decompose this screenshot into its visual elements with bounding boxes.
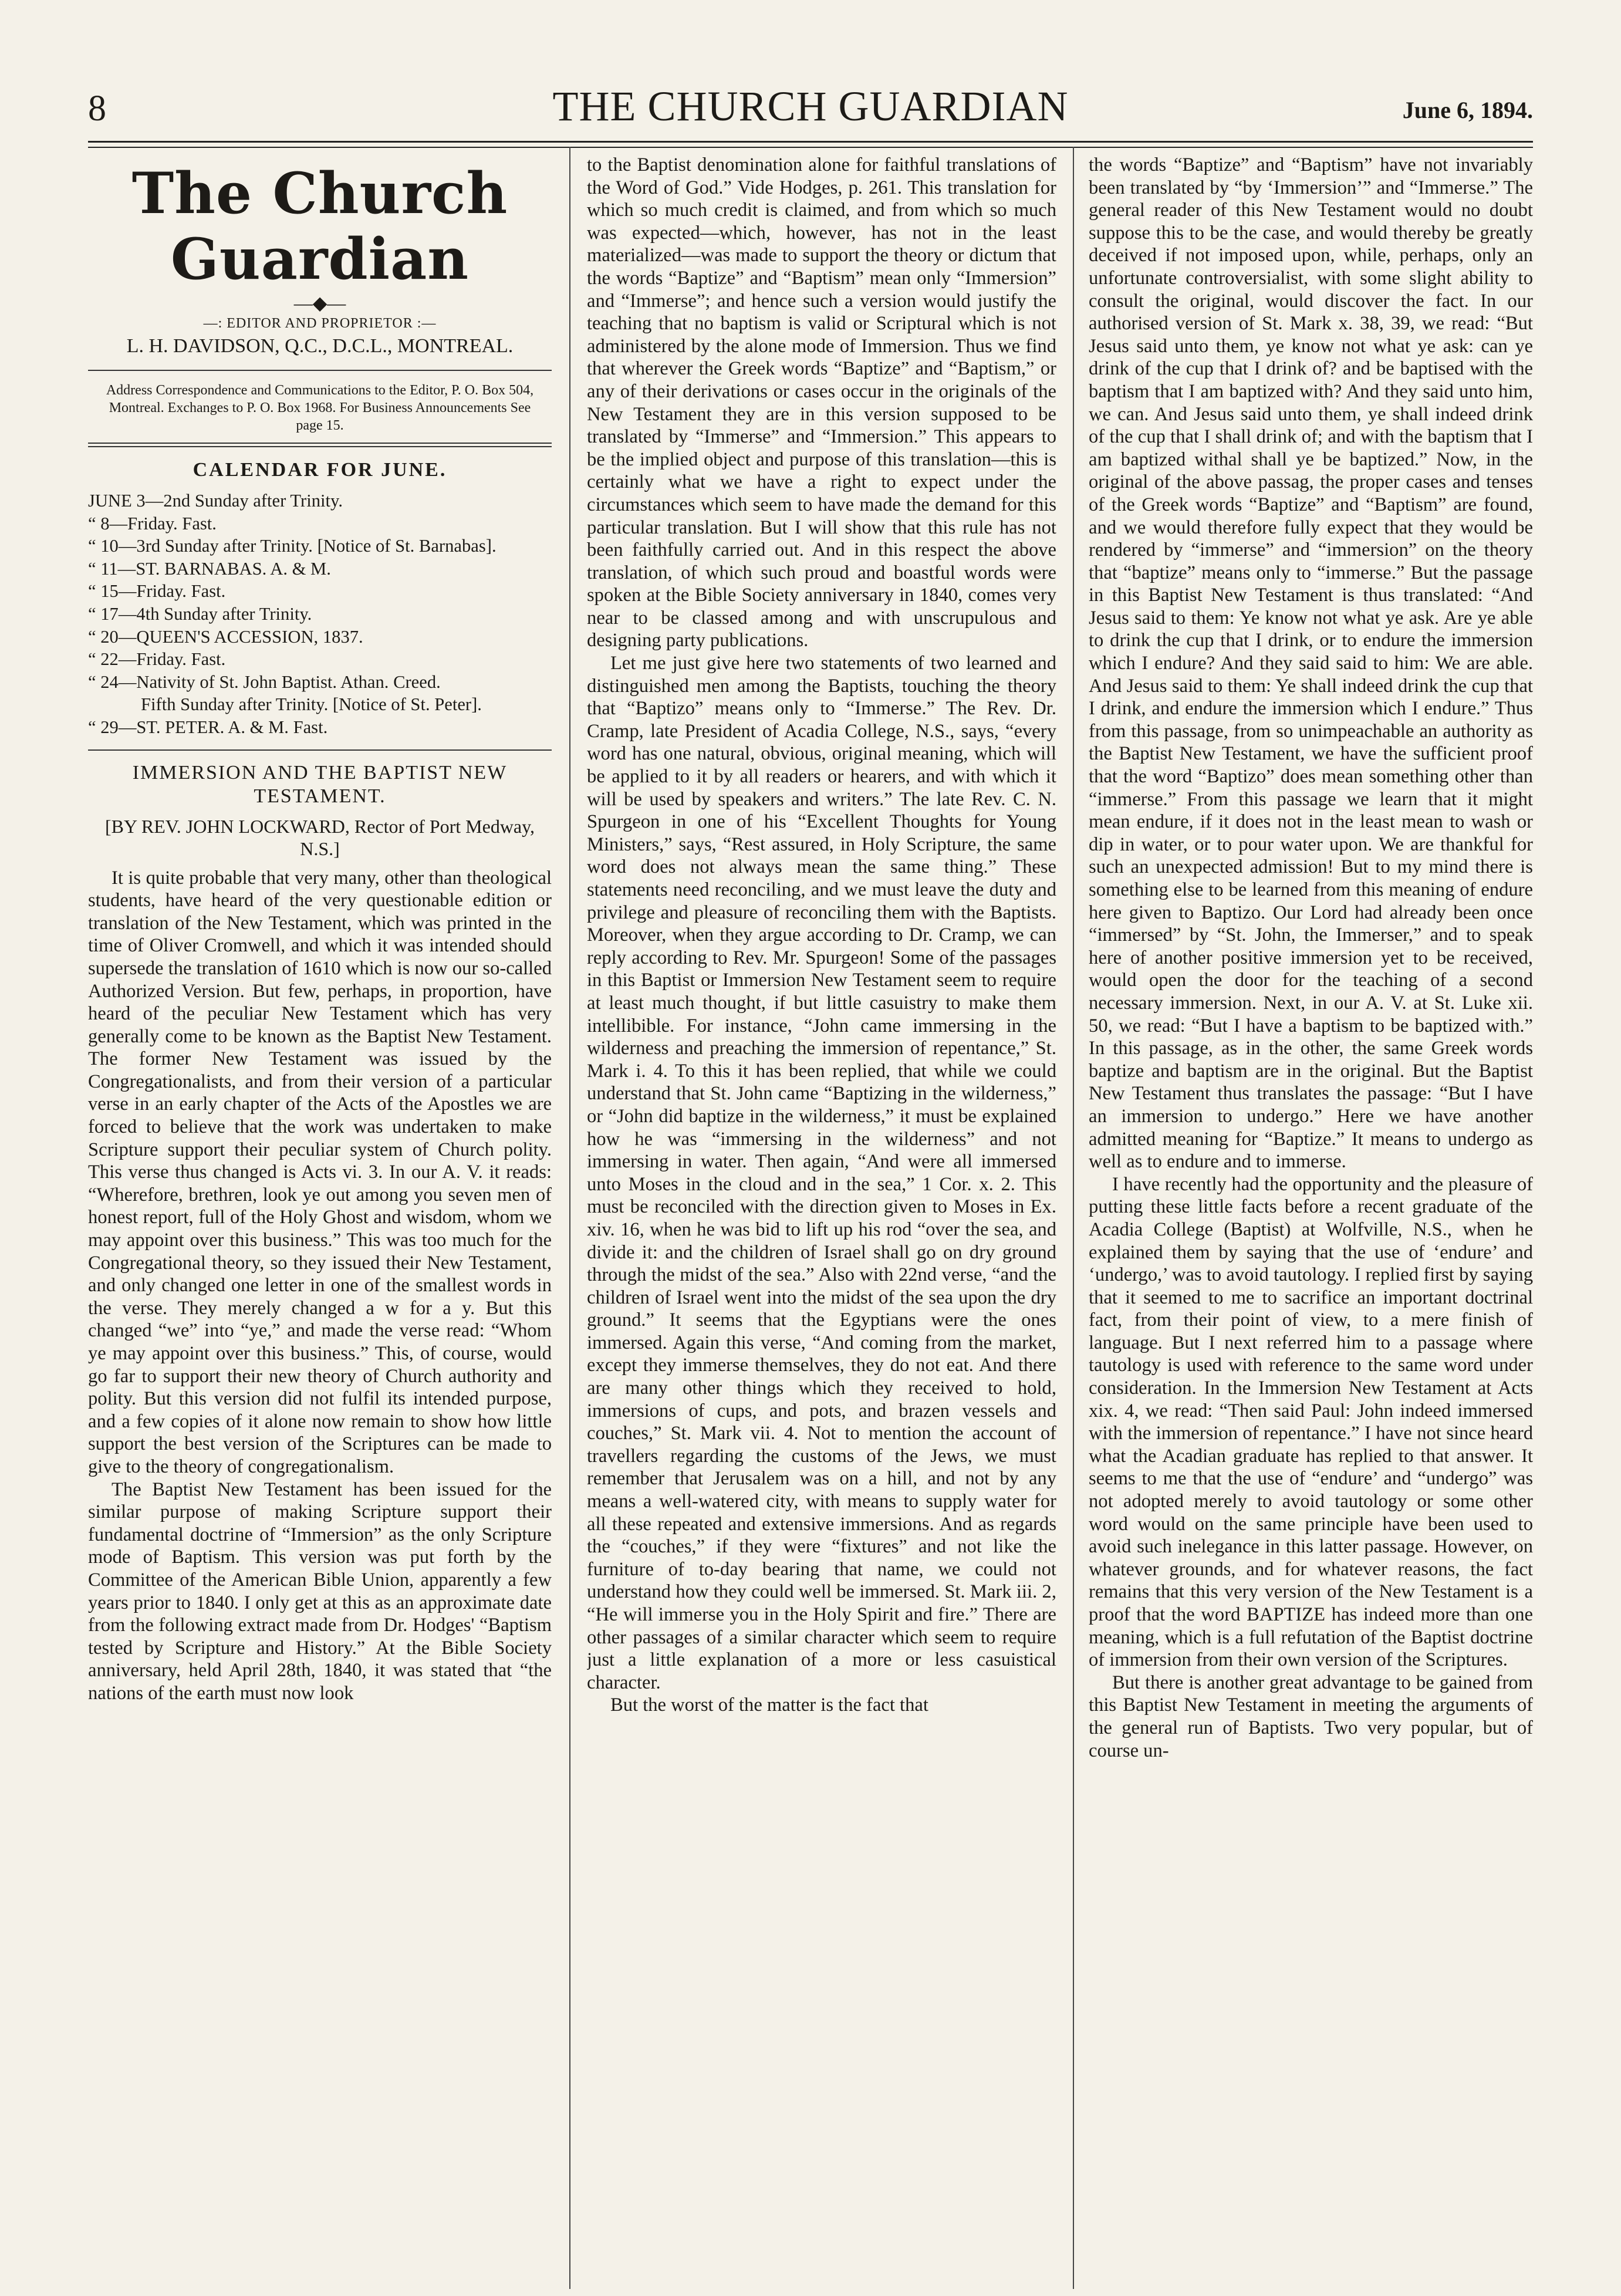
issue-date: June 6, 1894.: [1402, 97, 1533, 123]
column-divider: [1073, 147, 1074, 2289]
calendar-entry: “ 20—QUEEN'S ACCESSION, 1837.: [88, 626, 363, 647]
calendar-entry: “ 29—ST. PETER. A. & M. Fast.: [88, 717, 328, 737]
header-rule-thin: [88, 147, 1533, 148]
column-1: [88, 154, 552, 2284]
calendar-entry: “ 24—Nativity of St. John Baptist. Athan. Creed.: [88, 671, 441, 692]
article-paragraph: But the worst of the matter is the fact that: [610, 1694, 928, 1716]
article-paragraph: the words “Baptize” and “Baptism” have not invariably been translated by “by ‘Immersion’” and “Immerse.” The general reader of this New Testament would no doubt suppose this to be the case, and would thereby be greatly deceived if not imposed upon, while, perhaps, only an unfortunate controversialist, with some slight ability to consult the original, would discover the fact. In our authorised version of St. Mark x. 38, 39, we read: “But Jesus said unto them, ye know not what ye ask: can ye drink of the cup that I drink of? and be baptised with the baptism that I am baptized with? And they said unto him, we can. And Jesus said unto them, ye shall indeed drink of the cup that I shall drink of; and with the baptism that I am baptized withal shall ye be baptized.” Now, in the original of the above passag, the proper cases and tenses of the Greek words “Baptize” and “Baptism” are found, and we would therefore fully expect that they would be rendered by “immerse” and “immersion” on the theory that “baptize” means only to “immerse.” But the passage in this Baptist New Testament is thus translated: “And Jesus said to them: Ye know not what ye ask. Are ye able to drink the cup that I drink, or to endure the immersion which I endure? And they said said to him: We are able. And Jesus said to them: Ye shall indeed drink the cup that I drink, and endure the immersion which I endure.” Thus from this passage, from so unimpeachable an authority as the Baptist New Testament, we have the sufficient proof that the word “Baptizo” does mean something other than “immerse.” From this passage we learn that it might mean endure, if it does not in the least mean to wash or dip in water, or to pour water upon. We are thankful for such an unexpected admission! But to my mind there is something else to be learned from this meaning of endure here given to Baptizo. Our Lord had already been once “immersed” by “St. John, the Immerser,” and to speak here of another positive immersion yet to be received, would open the door for the teaching of a second necessary immersion. Next, in our A. V. at St. Luke xii. 50, we read: “But I have a baptism to be baptized with.” In this passage, as in the other, the same Greek words baptize and baptism are in the original. But the Baptist New Testament thus translates the passage: “But I have an immersion to undergo.” Here we have another admitted meaning for “Baptize.” It means to undergo as well as to endure and to immerse.: [1089, 154, 1533, 1173]
calendar-entry: “ 17—4th Sunday after Trinity.: [88, 603, 312, 624]
editor-name: L. H. DAVIDSON, Q.C., D.C.L., MONTREAL.: [126, 335, 514, 357]
masthead-ornament: —◆—: [293, 292, 346, 313]
calendar-entry: “ 10—3rd Sunday after Trinity. [Notice of St. Barnabas].: [88, 536, 497, 556]
column-2: [587, 154, 1056, 2284]
calendar-list: [88, 489, 552, 739]
article-title: IMMERSION AND THE BAPTIST NEW TESTAMENT.: [132, 761, 508, 807]
calendar-entry: “ 8—Friday. Fast.: [88, 513, 217, 534]
column-divider: [569, 147, 570, 2289]
article-byline: [BY REV. JOHN LOCKWARD, Rector of Port Medway, N.S.]: [104, 815, 535, 859]
article-paragraph: Let me just give here two statements of two learned and distinguished men among the Baptists, touching the theory that “Baptizo” means only to “Immerse.” The Rev. Dr. Cramp, late President of Acadia College, N.S., says, “every word has one natural, obvious, original meaning, which will be applied to it by all readers or hearers, and with which it will be used by speakers and writers.” The late Rev. C. N. Spurgeon in one of his “Excellent Thoughts for Young Ministers,” says, “Rest assured, in Holy Scripture, the same word does not always mean the same thing.” These statements need reconciling, and we must leave the duty and privilege and pleasure of reconciling them with the Baptists. Moreover, when they argue according to Dr. Cramp, we can reply according to Rev. Mr. Spurgeon! Some of the passages in this Baptist or Immersion New Testament seem to require at least much thought, if but little casuistry to make them intellibible. For instance, “John came immersing in the wilderness and preaching the immersion of repentance,” St. Mark i. 4. To this it has been replied, that while we could understand that St. John came “Baptizing in the wilderness,” or “John did baptize in the wilderness,” it must be explained how he was “immersing in the wilderness” and not immersing in water. Then again, “And were all immersed unto Moses in the cloud and in the sea,” 1 Cor. x. 2. This must be reconciled with the direction given to Moses in Ex. xiv. 16, when he was bid to lift up his rod “over the sea, and divide it: and the children of Israel shall go on dry ground through the midst of the sea.” Also with 22nd verse, “and the children of Israel went into the midst of the sea upon the dry ground.” It seems that the Egyptians were the ones immersed. Again this verse, “And coming from the market, except they immerse themselves, they do not eat. And there are many other things which they received to hold, immersions of cups, and pots, and brazen vessels and couches,” St. Mark vii. 4. Not to mention the account of travellers regarding the customs of the Jews, we must remember that Jerusalem was on a hill, and not by any means a well-watered city, with means to supply water for all these repeated and extensive immersions. And as regards the “couches,” if they were “fixtures” and not like the furniture of to-day bearing that name, we could not understand how they could well be immersed. St. Mark iii. 2, “He will immerse you in the Holy Spirit and fire.” There are other passages of a similar character which seem to require just a little explanation of a more or less casuistical character.: [587, 653, 1056, 1693]
article-paragraph: to the Baptist denomination alone for faithful translations of the Word of God.” Vide Hodges, p. 261. This translation for which so much credit is claimed, and from which so much was expected—which, however, has not in the least materialized—was made to support the theory or dictum that the words “Baptize” and “Baptism” mean only “Immersion” and “Immerse”; and hence such a version would justify the teaching that no baptism is valid or Scriptural which is not administered by the alone mode of Immersion. Thus we find that wherever the Greek words “Baptize” and “Baptism,” or any of their derivations or cases occur in the originals of the New Testament they are in this version supposed to be translated by “Immerse” and “Immersion.” This appears to be the implied object and purpose of this translation—this is certainly what we have a right to expect under the circumstances which seem to have made the demand for this particular translation. But I will show that this rule has not been faithfully carried out. And in this respect the above translation, of which such proud and boastful words were spoken at the Bible Society anniversary in 1840, comes very near to be classed among and with unscrupulous and designing party publications.: [587, 154, 1056, 651]
article-paragraph: But there is another great advantage to be gained from this Baptist New Testament in meeting the arguments of the general run of Baptists. Two very popular, but of course un-: [1089, 1672, 1533, 1761]
section-rule: [88, 370, 552, 371]
column-3: [1089, 154, 1533, 2284]
calendar-entry: “ 15—Friday. Fast.: [88, 581, 226, 602]
newspaper-title: THE CHURCH GUARDIAN: [552, 83, 1069, 130]
calendar-entry: JUNE 3—2nd Sunday after Trinity.: [88, 491, 343, 511]
header-rule: [88, 141, 1533, 143]
article-paragraph: It is quite probable that very many, other than theological students, have heard of the very questionable edition or translation of the New Testament, which was printed in the time of Oliver Cromwell, and which it was intended should supersede the translation of 1610 which is now our so-called Authorized Version. But few, perhaps, in proportion, have heard of the peculiar New Testament which has very generally come to be known as the Baptist New Testament. The former New Testament was issued by the Congregationalists, and from their version of a particular verse in an early chapter of the Acts of the Apostles we are forced to believe that the work was undertaken to make Scripture support their peculiar system of Church polity. This verse thus changed is Acts vi. 3. In our A. V. it reads: “Wherefore, brethren, look ye out among you seven men of honest report, full of the Holy Ghost and wisdom, whom we may appoint over this business.” This was too much for the Congregational theory, so they issued their New Testament, and only changed one letter in one of the smallest words in the verse. They merely changed a w for a y. But this changed “we” into “ye,” and made the verse read: “Whom ye may appoint over this business.” This, of course, would go far to support their new theory of Church authority and polity. But this version did not fulfil its intended purpose, and a few copies of it alone now remain to show how little support the best version of the Scriptures can be made to give to the theory of congregationalism.: [88, 867, 552, 1477]
section-double-rule: [88, 443, 552, 447]
article-paragraph: The Baptist New Testament has been issued for the similar purpose of making Scripture support their fundamental doctrine of “Immersion” as the only Scripture mode of Baptism. This version was put forth by the Committee of the American Bible Union, apparently a few years prior to 1840. I only get at this as an approximate date from the following extract made from Dr. Hodges' “Baptism tested by Scripture and History.” At the Bible Society anniversary, held April 28th, 1840, it was stated that “the nations of the earth must now look: [88, 1478, 552, 1704]
calendar-entry: “ 22—Friday. Fast.: [88, 649, 226, 670]
section-rule: [88, 749, 552, 751]
calendar-entry: Fifth Sunday after Trinity. [Notice of St. Peter].: [141, 694, 482, 715]
editor-address: Address Correspondence and Communications to the Editor, P. O. Box 504, Montreal. Exchanges to P. O. Box 1968. For Business Announcements See page 15.: [106, 383, 534, 433]
article-paragraph: I have recently had the opportunity and the pleasure of putting these little facts before a recent graduate of the Acadia College (Baptist) at Wolfville, N.S., when he explained them by saying that the use of ‘endure’ and ‘undergo,’ was to avoid tautology. I replied first by saying that it seemed to me to sacrifice an important doctrinal fact, from their point of view, to a mere finish of language. But I next referred him to a passage where tautology is used with reference to the same word under consideration. In the Immersion New Testament at Acts xix. 4, we read: “Then said Paul: John indeed immersed with the immersion of repentance.” I have not since heard what the Acadian graduate has replied to that answer. It seems to me that the use of “endure’ and “undergo” was not adopted merely to avoid tautology or some other word would on the same principle have been used to avoid such inelegance in this latter passage. However, on whatever grounds, and for whatever reasons, the fact remains that this very version of the New Testament is a proof that the word BAPTIZE has indeed more than one meaning, which is a full refutation of the Baptist doctrine of immersion from their own version of the Scriptures.: [1089, 1173, 1533, 1671]
calendar-heading: CALENDAR FOR JUNE.: [193, 459, 447, 481]
editor-role: —: EDITOR AND PROPRIETOR :—: [203, 316, 437, 331]
masthead-title: The Church Guardian: [131, 160, 508, 292]
page-header: [88, 82, 1533, 139]
calendar-entry: “ 11—ST. BARNABAS. A. & M.: [88, 558, 331, 579]
page-number: 8: [88, 89, 106, 129]
